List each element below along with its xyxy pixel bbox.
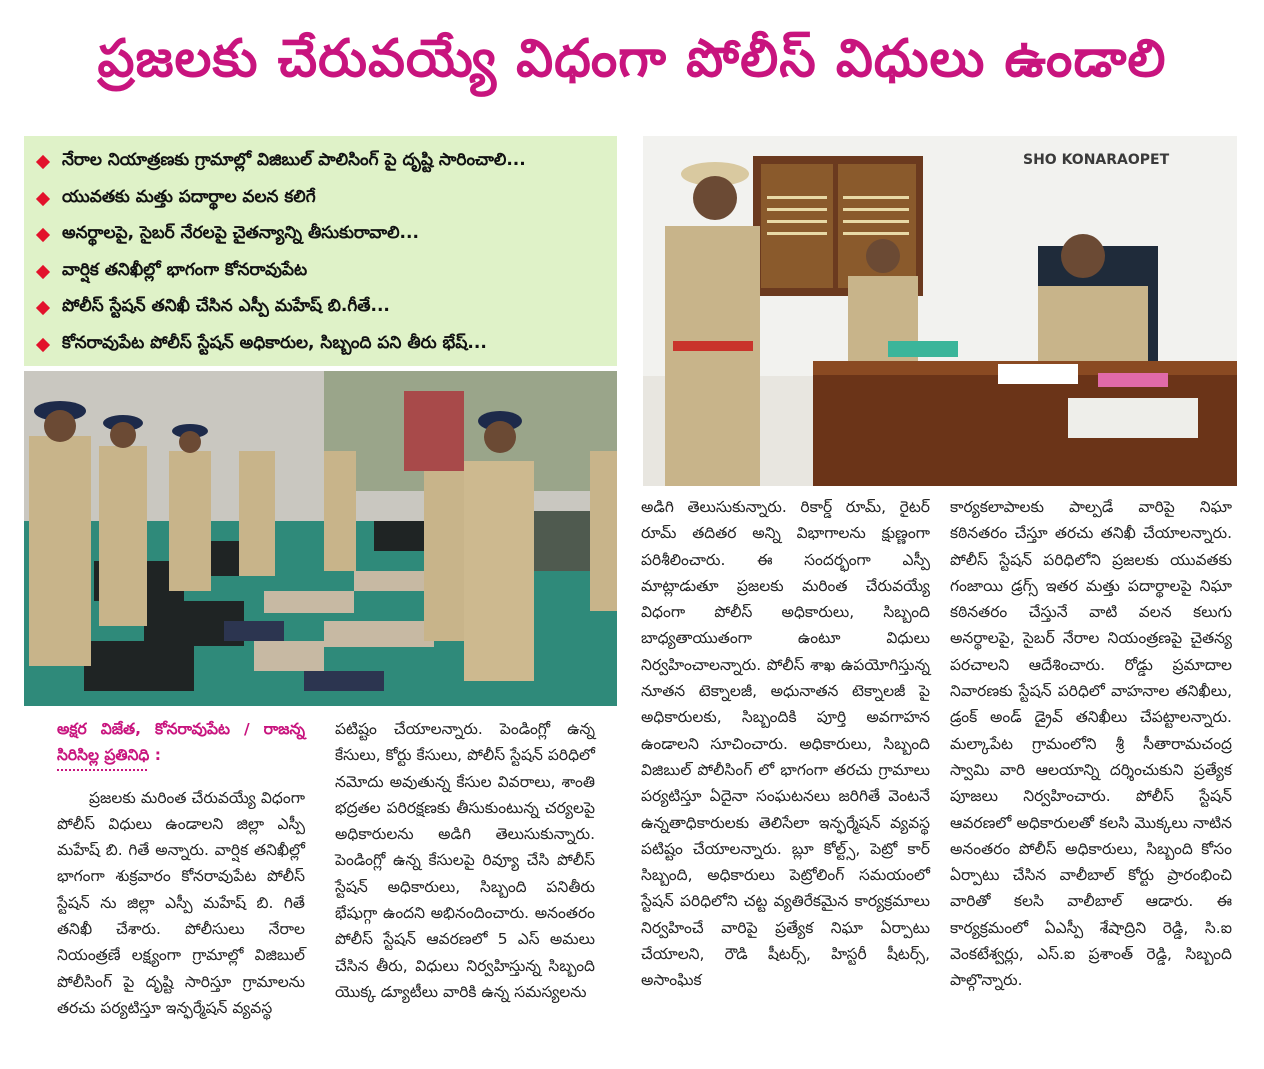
headline: ప్రజలకు చేరువయ్యే విధంగా పోలీస్ విధులు ఉండాలి bbox=[97, 29, 1167, 89]
highlight-text: యువతకు మత్తు పదార్థాల వలన కలిగే bbox=[62, 186, 316, 207]
article-column-4 bbox=[950, 494, 1232, 994]
byline-divider bbox=[57, 769, 147, 771]
bullet-diamond-icon bbox=[36, 228, 50, 242]
bullet-diamond-icon bbox=[36, 338, 50, 352]
article-paragraph: పటిష్టం చేయాలన్నారు. పెండింగ్లో ఉన్న కేసులు, కోర్టు కేసులు, పోలీస్ స్టేషన్ పరిధిలో నమోదు అవుతున్న కేసుల వివరాలు, శాంతి భద్రతల పరిరక్షణకు తీసుకుంటున్న చర్యలపై అధికారులను అడిగి తెలుసుకున్నారు. పెండింగ్లో ఉన్న కేసులపై రివ్యూ చేసి పోలీస్ స్టేషన్ అధికారులు, సిబ్బంది పనితీరు భేషుగ్గా ఉందని అభినందించారు. అనంతరం పోలీస్ స్టేషన్ ఆవరణలో 5 ఎస్ అమలు చేసిన తీరు, విధులు నిర్వహిస్తున్న సిబ్బంది యొక్క డ్యూటీలు వారికి ఉన్న సమస్యలను bbox=[335, 720, 595, 1001]
highlight-text: కోనరావుపేట పోలీస్ స్టేషన్ అధికారుల, సిబ్బంది పని తీరు భేష్... bbox=[62, 332, 487, 353]
bullet-diamond-icon bbox=[36, 301, 50, 315]
article-paragraph: కార్యకలాపాలకు పాల్పడే వారిపై నిఘా కఠినతరం చేస్తూ తరచు తనిఖీ చేయాలన్నారు. పోలీస్ స్టేషన్ పరిధిలోని ప్రజలకు యువతకు గంజాయి డ్రగ్స్ ఇతర మత్తు పదార్థాలపై నిఘా కఠినతరం చేస్తునే వాటి వలన కలుగు అనర్థాలపై, సైబర్ నేరాల నియంత్రణపై చైతన్య పరచాలని ఆదేశించారు. రోడ్డు ప్రమాదాల నివారణకు స్టేషన్ పరిధిలో వాహనాల తనిఖీలు, డ్రంక్ అండ్ డ్రైవ్ తనిఖీలు చేపట్టాలన్నారు. మల్కాపేట గ్రామంలోని శ్రీ సీతారామచంద్ర స్వామి వారి ఆలయాన్ని దర్శించుకుని ప్రత్యేక పూజలు నిర్వహించారు. పోలీస్ స్టేషన్ ఆవరణలో అధికారులతో కలసి మొక్కలు నాటిన అనంతరం పోలీస్ అధికారులు, సిబ్బంది కోసం ఏర్పాటు చేసిన వాలీబాల్ కోర్టు ప్రారంభించి వారితో కలసి వాలీబాల్ ఆడారు. ఈ కార్యక్రమంలో ఏఎస్పీ శేషాద్రిని రెడ్డి, సి.ఐ వెంకటేశ్వర్లు, ఎస్.ఐ ప్రశాంత్ రెడ్డి, సిబ్బంది పాల్గొన్నారు. bbox=[950, 498, 1232, 990]
highlight-text: వార్షిక తనిఖీల్లో భాగంగా కోనరావుపేట bbox=[62, 259, 308, 280]
highlight-text: పోలీస్ స్టేషన్ తనిఖీ చేసిన ఎస్పీ మహేష్ బి.గీతే... bbox=[62, 296, 390, 317]
bullet-diamond-icon bbox=[36, 192, 50, 206]
article-paragraph: ప్రజలకు మరింత చేరువయ్యే విధంగా పోలీస్ విధులు ఉండాలని జిల్లా ఎస్పీ మహేష్ బి. గితే అన్నారు. వార్షిక తనిఖీల్లో భాగంగా శుక్రవారం కోనరావుపేట పోలీస్ స్టేషన్ ను జిల్లా ఎస్పీ మహేష్ బి. గితే తనిఖీ చేశారు. పోలీసులు నేరాల నియంత్రణే లక్ష్యంగా గ్రామాల్లో విజిబుల్ పోలీసింగ్ పై దృష్టి సారిస్తూ గ్రామాలను తరచు పర్యటిస్తూ ఇన్ఫర్మేషన్ వ్యవస్థ bbox=[57, 788, 305, 1017]
headline-banner bbox=[0, 18, 1264, 113]
article-column-3 bbox=[641, 494, 930, 994]
bullet-diamond-icon bbox=[36, 155, 50, 169]
highlight-item bbox=[34, 144, 609, 181]
highlight-item bbox=[34, 254, 609, 291]
highlight-item bbox=[34, 181, 609, 218]
highlight-text: అనర్థాలపై, సైబర్ నేరలపై చైతన్యాన్ని తీసుకురావాలి... bbox=[62, 223, 419, 244]
photo-office-inspection bbox=[643, 136, 1237, 486]
highlight-item bbox=[34, 217, 609, 254]
article-column-2 bbox=[335, 716, 595, 1005]
bullet-diamond-icon bbox=[36, 265, 50, 279]
highlights-box bbox=[24, 136, 617, 366]
highlight-item bbox=[34, 327, 609, 364]
byline: అక్షర విజేత, కోనరావుపేట / రాజన్న సిరిసిల్ల ప్రతినిధి : bbox=[57, 720, 305, 765]
office-sign: SHO KONARAOPET bbox=[1023, 152, 1170, 168]
article-column-1 bbox=[57, 716, 305, 1021]
highlight-item bbox=[34, 290, 609, 327]
article-paragraph: అడిగి తెలుసుకున్నారు. రికార్డ్ రూమ్, రైటర్ రూమ్ తదితర అన్ని విభాగాలను క్షుణ్ణంగా పరిశీలించారు. ఈ సందర్భంగా ఎస్పీ మాట్లాడుతూ ప్రజలకు మరింత చేరువయ్యే విధంగా పోలీస్ అధికారులు, సిబ్బంది బాధ్యతాయుతంగా ఉంటూ విధులు నిర్వహించాలన్నారు. పోలీస్ శాఖ ఉపయోగిస్తున్న నూతన టెక్నాలజీ, అధునాతన టెక్నాలజీ పై అధికారులకు, సిబ్బందికి పూర్తి అవగాహన ఉండాలని సూచించారు. అధికారులు, సిబ్బంది విజిబుల్ పోలీసింగ్ లో భాగంగా తరచు గ్రామాలు పర్యటిస్తూ ఏదైనా సంఘటనలు జరిగితే వెంటనే ఉన్నతాధికారులకు తెలిసేలా ఇన్ఫర్మేషన్ వ్యవస్థ పటిష్టం చేయాలన్నారు. బ్లూ కోల్ట్స్, పెట్రో కార్ సిబ్బంది, అధికారులు పెట్రోలింగ్ సమయంలో స్టేషన్ పరిధిలోని చట్ట వ్యతిరేకమైన కార్యక్రమాలు నిర్వహించే వారిపై ప్రత్యేక నిఘా ఏర్పాటు చేయాలని, రౌడి షీటర్స్, హిస్టరీ షీటర్స్, అసాంఘిక bbox=[641, 498, 930, 990]
highlight-text: నేరాల నియాత్రణకు గ్రామాల్లో విజిబుల్ పాలిసింగ్ పై దృష్టి సారించాలి... bbox=[62, 150, 526, 171]
photo-inspection-equipment bbox=[24, 371, 617, 706]
